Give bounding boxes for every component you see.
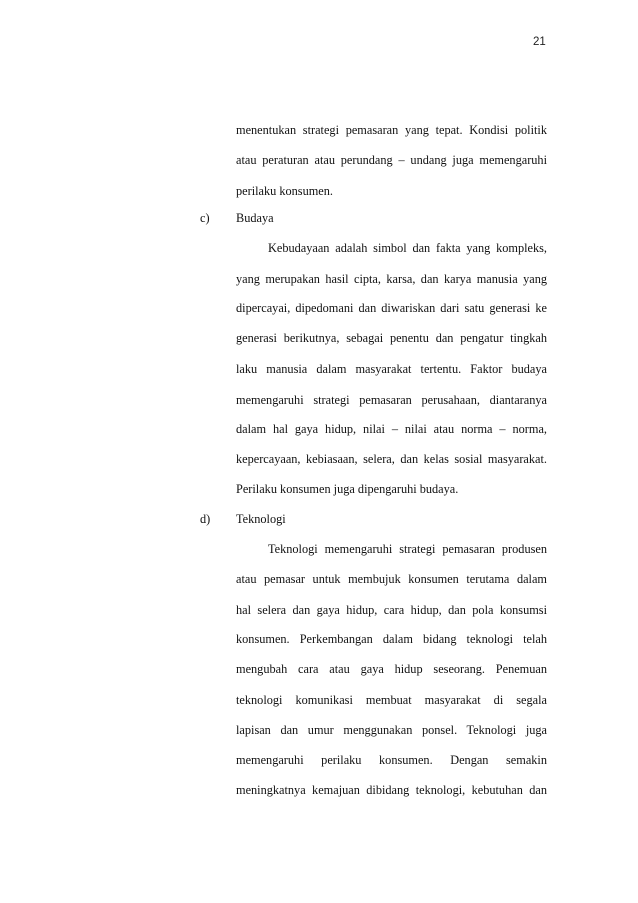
page-number: 21 xyxy=(533,36,546,48)
body-line: mengubah cara atau gaya hidup seseorang. Penemuan xyxy=(236,662,547,676)
body-line: memengaruhi strategi pemasaran perusahaan, diantaranya xyxy=(236,393,547,407)
section-marker: d) xyxy=(200,512,211,526)
section-heading: Teknologi xyxy=(236,512,286,526)
section-heading: Budaya xyxy=(236,211,274,225)
body-line: dalam hal gaya hidup, nilai – nilai atau norma – norma, xyxy=(236,422,547,436)
body-line: atau peraturan atau perundang – undang juga memengaruhi xyxy=(236,153,547,167)
body-line: lapisan dan umur menggunakan ponsel. Teknologi juga xyxy=(236,723,547,737)
body-line: menentukan strategi pemasaran yang tepat. Kondisi politik xyxy=(236,123,547,137)
body-line: kepercayaan, kebiasaan, selera, dan kelas sosial masyarakat. xyxy=(236,452,547,466)
body-line: generasi berikutnya, sebagai penentu dan pengatur tingkah xyxy=(236,331,547,345)
body-line: Teknologi memengaruhi strategi pemasaran produsen xyxy=(268,542,547,556)
body-line: Perilaku konsumen juga dipengaruhi budaya. xyxy=(236,482,459,496)
body-line: meningkatnya kemajuan dibidang teknologi, kebutuhan dan xyxy=(236,783,547,797)
body-line: laku manusia dalam masyarakat tertentu. Faktor budaya xyxy=(236,362,547,376)
body-line: memengaruhi perilaku konsumen. Dengan semakin xyxy=(236,753,547,767)
body-line: dipercayai, dipedomani dan diwariskan dari satu generasi ke xyxy=(236,301,547,315)
body-line: Kebudayaan adalah simbol dan fakta yang kompleks, xyxy=(268,241,547,255)
section-marker: c) xyxy=(200,211,210,225)
body-line: perilaku konsumen. xyxy=(236,184,333,198)
body-line: konsumen. Perkembangan dalam bidang teknologi telah xyxy=(236,632,547,646)
body-line: hal selera dan gaya hidup, cara hidup, dan pola konsumsi xyxy=(236,603,547,617)
body-line: atau pemasar untuk membujuk konsumen terutama dalam xyxy=(236,572,547,586)
body-line: yang merupakan hasil cipta, karsa, dan karya manusia yang xyxy=(236,272,547,286)
body-line: teknologi komunikasi membuat masyarakat di segala xyxy=(236,693,547,707)
